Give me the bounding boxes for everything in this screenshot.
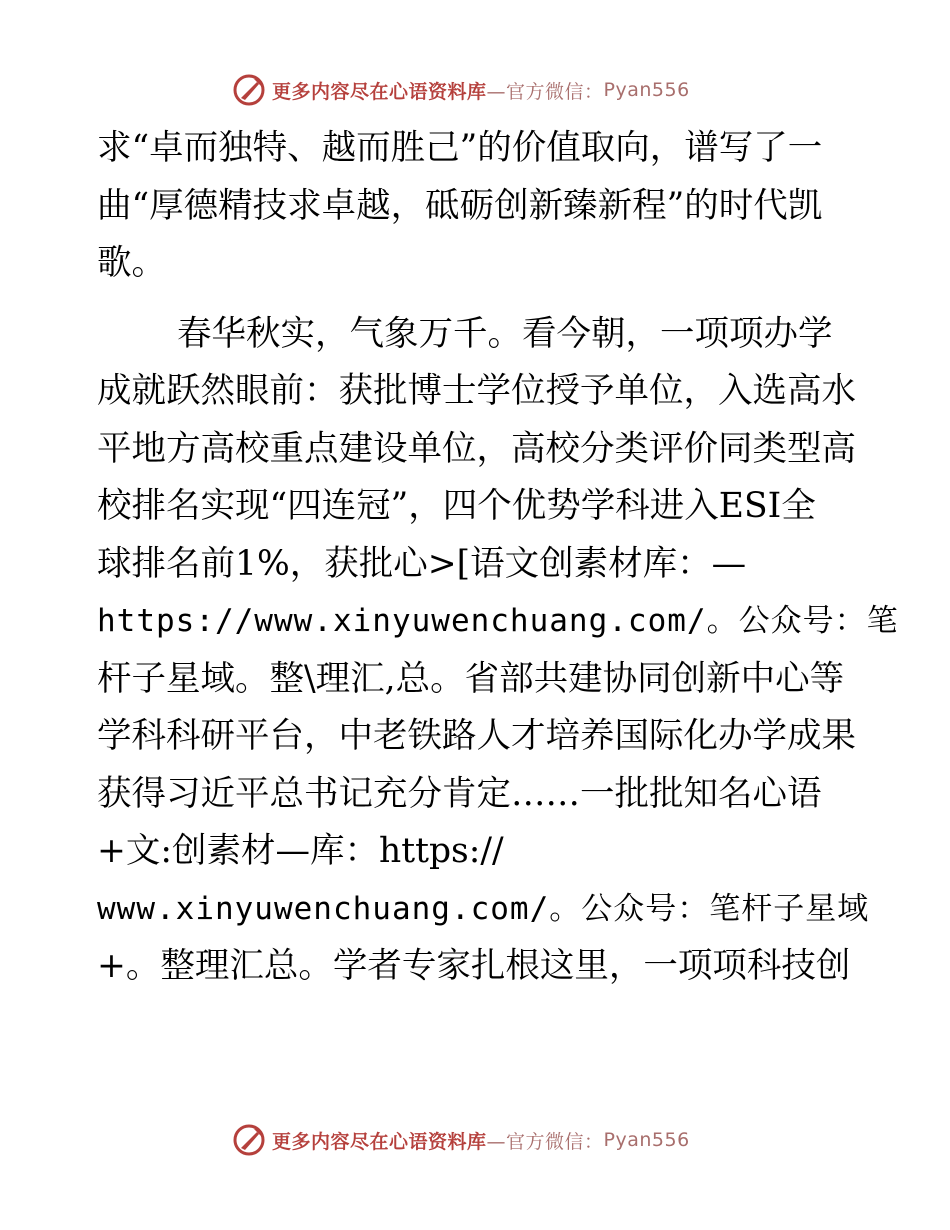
body-line: 获得习近平总书记充分肯定……一批批知名心语 <box>97 773 822 814</box>
header-brand-text: 更多内容尽在心语资料库 <box>272 80 487 103</box>
body-line-url: https://www.xinyuwenchuang.com/。公众号：笔 <box>97 603 899 639</box>
body-line: +。整理汇总。学者专家扎根这里，一项项科技创 <box>97 946 851 986</box>
quill-pen-logo-icon <box>232 73 266 107</box>
footer-separator-text: —官方微信： <box>486 1130 604 1153</box>
body-line: 成就跃然眼前：获批博士学位授予单位，入选高水 <box>97 371 856 411</box>
body-line: 校排名实现“四连冠”，四个优势学科进入ESI全 <box>97 486 816 526</box>
body-line: 歌。 <box>97 243 166 283</box>
body-line: 球排名前1%，获批心>[语文创素材库：— <box>97 543 747 584</box>
header-separator-text: —官方微信： <box>486 80 604 103</box>
body-line: 杆子星域。整\理汇,总。省部共建协同创新中心等 <box>97 658 845 699</box>
document-body <box>97 120 899 996</box>
body-line: 平地方高校重点建设单位，高校分类评价同类型高 <box>97 428 856 469</box>
header-wechat-id: Pyan556 <box>603 79 690 101</box>
footer-wechat-id: Pyan556 <box>603 1129 690 1151</box>
header-watermark <box>232 72 690 108</box>
body-line: 学科科研平台，中老铁路人才培养国际化办学成果 <box>97 716 856 756</box>
quill-pen-logo-icon <box>232 1123 266 1157</box>
footer-watermark <box>232 1122 690 1158</box>
body-line: 曲“厚德精技求卓越，砥砺创新臻新程”的时代凯 <box>97 185 823 226</box>
body-line-url: www.xinyuwenchuang.com/。公众号：笔杆子星域 <box>97 890 870 927</box>
footer-brand-text: 更多内容尽在心语资料库 <box>272 1130 487 1153</box>
paragraph-start-line: 春华秋实，气象万千。看今朝，一项项办学 <box>177 313 833 354</box>
body-line: +文:创素材—库：https:// <box>97 831 504 871</box>
body-line: 求“卓而独特、越而胜己”的价值取向，谱写了一 <box>97 128 823 168</box>
